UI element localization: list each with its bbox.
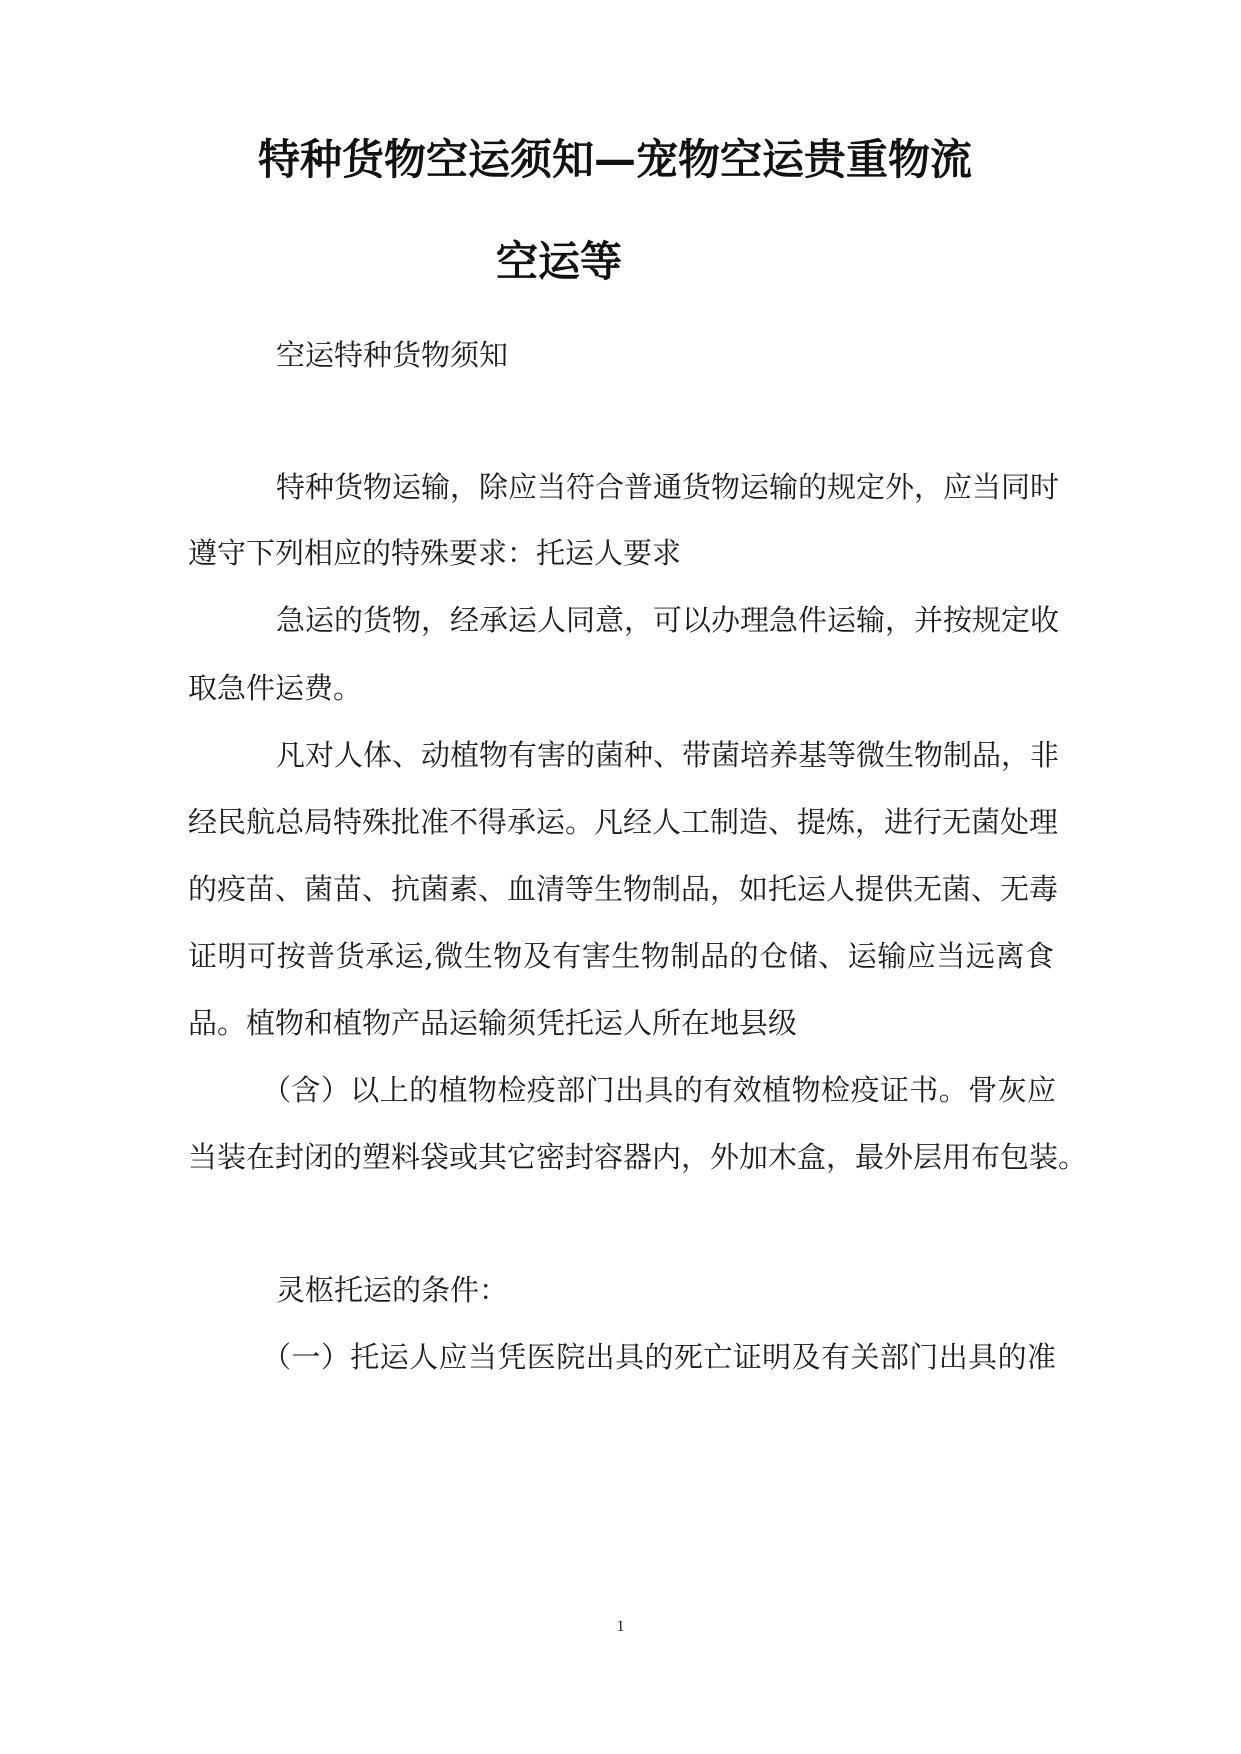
paragraph-line: 品。植物和植物产品运输须凭托运人所在地县级: [188, 1006, 798, 1040]
paragraph-line: 灵柩托运的条件：: [276, 1273, 509, 1307]
paragraph-line: 急运的货物，经承运人同意，可以办理急件运输，并按规定收: [276, 603, 1060, 637]
document-title-line-1: 特种货物空运须知—宠物空运贵重物流: [258, 135, 973, 184]
paragraph-line: 的疫苗、菌苗、抗菌素、血清等生物制品，如托运人提供无菌、无毒: [188, 872, 1059, 906]
paragraph-line: （一）托运人应当凭医院出具的死亡证明及有关部门出具的准: [262, 1340, 1056, 1374]
paragraph-line: 特种货物运输，除应当符合普通货物运输的规定外，应当同时: [276, 470, 1060, 504]
document-title-line-2: 空运等: [496, 237, 623, 286]
paragraph-line: 经民航总局特殊批准不得承运。凡经人工制造、提炼，进行无菌处理: [188, 805, 1059, 839]
paragraph-line: 遵守下列相应的特殊要求：托运人要求: [188, 536, 682, 570]
section-heading: 空运特种货物须知: [276, 338, 509, 372]
paragraph-line: 凡对人体、动植物有害的菌种、带菌培养基等微生物制品，非: [276, 738, 1060, 772]
paragraph-line: 当装在封闭的塑料袋或其它密封容器内，外加木盒，最外层用布包装。: [188, 1140, 1088, 1174]
paragraph-line: 取急件运费。: [188, 671, 363, 705]
page-number: 1: [616, 1618, 625, 1635]
paragraph-line: （含）以上的植物检疫部门出具的有效植物检疫证书。骨灰应: [262, 1073, 1056, 1107]
paragraph-line: 证明可按普货承运,微生物及有害生物制品的仓储、运输应当远离食: [188, 939, 1054, 973]
